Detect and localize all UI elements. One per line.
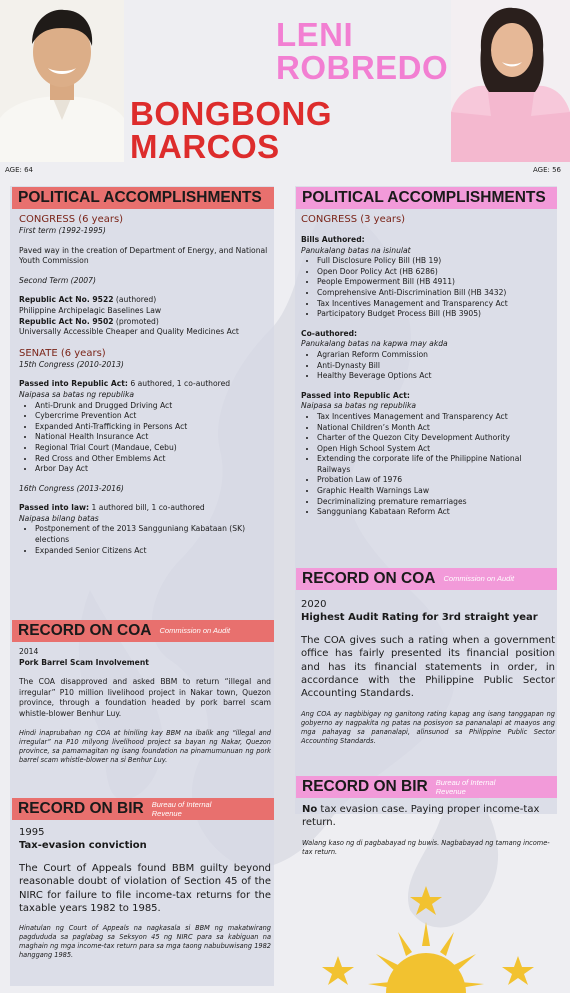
robredo-coa-header (296, 568, 557, 590)
marcos-name-line2: MARCOS (130, 128, 280, 165)
robredo-photo (451, 0, 570, 162)
marcos-coa-title: RECORD ON COA (18, 622, 152, 639)
star-icon (410, 886, 442, 915)
robredo-bir-text-rest: tax evasion case. Paying proper income-tax return. (302, 804, 540, 829)
list-item: • National Children’s Month Act (317, 423, 555, 434)
marcos-bir-title: RECORD ON BIR (18, 800, 144, 817)
marcos-coa-year: 2014 (19, 647, 39, 656)
marcos-name-line1: BONGBONG (130, 95, 332, 132)
marcos-ra9522-rest: (authored) (113, 295, 157, 305)
marcos-coa-title-text: Pork Barrel Scam Involvement (19, 657, 149, 667)
marcos-age: AGE: 64 (5, 166, 34, 174)
marcos-passed-ra (19, 379, 271, 390)
list-item: • Healthy Beverage Options Act (317, 371, 555, 382)
marcos-first-term-text: Paved way in the creation of Department of Energy, and National Youth Commission (19, 245, 268, 266)
list-item: • Open High School System Act (317, 444, 555, 455)
star-icon (322, 956, 354, 985)
robredo-bir-title: RECORD ON BIR (302, 778, 428, 795)
robredo-coauth-heading: Co-authored: (301, 328, 358, 338)
robredo-coauth-tagalog: Panukalang batas na kapwa may akda (301, 339, 448, 349)
marcos-coa-header (12, 620, 274, 642)
robredo-passed-list (301, 412, 555, 518)
marcos-ra9502-bold: Republic Act No. 9502 (19, 316, 114, 326)
marcos-passed-law-bold: Passed into law: (19, 503, 90, 513)
robredo-political-header: POLITICAL ACCOMPLISHMENTS (296, 187, 557, 209)
list-item: • Graphic Health Warnings Law (317, 486, 555, 497)
list-item: • Expanded Senior Citizens Act (35, 546, 271, 557)
marcos-16th-congress: 16th Congress (2013-2016) (19, 483, 124, 493)
robredo-bir-subtitle: Bureau of Internal Revenue (435, 777, 496, 796)
list-item: • Red Cross and Other Emblems Act (35, 454, 271, 465)
marcos-ra9502-desc: Universally Accessible Cheaper and Quality Medicines Act (19, 327, 239, 337)
list-item: • Postponement of the 2013 Sangguniang Kabataan (SK) elections (35, 524, 271, 545)
robredo-age: AGE: 56 (533, 166, 562, 174)
robredo-coa-tagalog: Ang COA ay nagbibigay ng ganitong rating kapag ang isang tanggapan ng gobyerno ay nagpakita ng patas na posisyon sa pananalapi at maayos ang mga pahayag sa pananalapi, alinsunod sa Philippine Public Sector Accounting Standards. (301, 709, 555, 745)
marcos-ra9502-rest: (promoted) (113, 316, 159, 326)
robredo-bir-text-bold: No (302, 804, 318, 815)
robredo-congress-heading: CONGRESS (3 years) (301, 214, 406, 225)
list-item: • Agrarian Reform Commission (317, 350, 555, 361)
robredo-political-section (301, 213, 555, 518)
marcos-bir-tagalog: Hinatulan ng Court of Appeals na nagkasala si BBM ng makatwirang pagdududa sa paglabag sa Seksyon 45 ng NIRC para sa kabiguan na maghain ng mga income-tax return para sa mga taong nabubuwisang 1982 hanggang 1985. (19, 924, 271, 960)
robredo-bir-tagalog: Walang kaso ng di pagbabayad ng buwis. Nagbabayad ng tamang income-tax return. (302, 838, 550, 856)
robredo-coa-subtitle: Commission on Audit (443, 574, 515, 584)
list-item: • Tax Incentives Management and Transparency Act (317, 299, 555, 310)
marcos-name (130, 97, 332, 163)
marcos-coa-section (19, 647, 271, 765)
marcos-bir-subtitle: Bureau of Internal Revenue (151, 799, 212, 818)
list-item: • Sangguniang Kabataan Reform Act (317, 507, 555, 518)
marcos-coa-tagalog: Hindi inaprubahan ng COA at hiniling kay BBM na ibalik ang “illegal and irregular” na P10 milyong livelihood project sa bayan ng Nakar, Quezon province, sa pamamagitan ng isang foundation na pinamumunuan ng pork barrel scam whistle-blower na si Benhur Luy. (19, 728, 271, 764)
robredo-coa-year: 2020 (301, 599, 327, 610)
list-item: • Regional Trial Court (Mandaue, Cebu) (35, 443, 271, 454)
marcos-ra9522-desc: Philippine Archipelagic Baselines Law (19, 305, 162, 315)
marcos-law-list (19, 524, 271, 556)
list-item: • Expanded Anti-Trafficking in Persons Act (35, 422, 271, 433)
marcos-political-header: POLITICAL ACCOMPLISHMENTS (12, 187, 274, 209)
list-item: • Extending the corporate life of the Philippine National Railways (317, 454, 555, 475)
marcos-coa-subtitle: Commission on Audit (159, 626, 231, 636)
star-icon (502, 956, 534, 985)
list-item: • Full Disclosure Policy Bill (HB 19) (317, 256, 555, 267)
marcos-congress-heading: CONGRESS (6 years) (19, 214, 124, 225)
marcos-photo (0, 0, 124, 162)
list-item: • Cybercrime Prevention Act (35, 411, 271, 422)
marcos-passed-law (19, 503, 271, 514)
marcos-bir-title-text: Tax-evasion conviction (19, 840, 147, 852)
robredo-passed-heading: Passed into Republic Act: (301, 390, 410, 400)
sun-icon (386, 953, 466, 993)
marcos-ra9522-bold: Republic Act No. 9522 (19, 295, 114, 305)
marcos-second-term: Second Term (2007) (19, 275, 96, 285)
robredo-coa-text: The COA gives such a rating when a government office has fairly presented its financial position and has its financial statements in order, in accordance with the Philippine Public Sector Accounting Standards. (301, 634, 555, 700)
robredo-coa-section (301, 598, 555, 746)
list-item: • Probation Law of 1976 (317, 475, 555, 486)
list-item: • Anti-Drunk and Drugged Driving Act (35, 401, 271, 412)
marcos-passed-law-rest: 1 authored bill, 1 co-authored (89, 503, 205, 513)
robredo-coa-title-text: Highest Audit Rating for 3rd straight year (301, 612, 538, 624)
list-item: • Decriminalizing premature remarriages (317, 497, 555, 508)
robredo-bills-list (301, 256, 555, 320)
list-item: • Arbor Day Act (35, 464, 271, 475)
marcos-first-term: First term (1992-1995) (19, 226, 106, 235)
list-item: • Participatory Budget Process Bill (HB 3905) (317, 309, 555, 320)
robredo-passed-tagalog: Naipasa sa batas ng republika (301, 401, 417, 411)
marcos-bir-section (19, 826, 271, 960)
robredo-name (276, 18, 448, 84)
marcos-political-section (19, 213, 271, 556)
marcos-passed-ra-bold: Passed into Republic Act: (19, 379, 128, 389)
list-item: • Charter of the Quezon City Development Authority (317, 433, 555, 444)
robredo-name-line1: LENI (276, 16, 354, 53)
robredo-name-line2: ROBREDO (276, 49, 449, 86)
marcos-passed-ra-tagalog: Naipasa sa batas ng republika (19, 389, 135, 399)
marcos-senate-heading: SENATE (6 years) (19, 347, 106, 359)
robredo-bir-header (296, 776, 557, 798)
list-item: • People Empowerment Bill (HB 4911) (317, 277, 555, 288)
robredo-coa-title: RECORD ON COA (302, 570, 436, 587)
robredo-coauth-list (301, 350, 555, 382)
robredo-bir-text (302, 803, 554, 830)
sun-and-stars-emblem (316, 884, 556, 993)
marcos-bir-header (12, 798, 274, 820)
robredo-bills-heading: Bills Authored: (301, 235, 365, 244)
marcos-ra9502 (19, 317, 271, 328)
list-item: • Comprehensive Anti-Discrimination Bill (HB 3432) (317, 288, 555, 299)
marcos-passed-ra-rest: 6 authored, 1 co-authored (127, 379, 231, 389)
marcos-15th-congress: 15th Congress (2010-2013) (19, 359, 124, 369)
marcos-bir-text: The Court of Appeals found BBM guilty beyond reasonable doubt of violation of Section 45 of the NIRC for failure to file income-tax returns for the taxable years 1982 to 1985. (19, 862, 271, 915)
list-item: • National Health Insurance Act (35, 432, 271, 443)
marcos-passed-law-tagalog: Naipasa bilang batas (19, 513, 99, 523)
robredo-bir-section (302, 803, 554, 857)
marcos-bir-year: 1995 (19, 827, 45, 838)
list-item: • Tax Incentives Management and Transparency Act (317, 412, 555, 423)
marcos-ra-list (19, 401, 271, 475)
robredo-bills-tagalog: Panukalang batas na isinulat (301, 245, 411, 255)
marcos-ra9522 (19, 295, 271, 306)
list-item: • Anti-Dynasty Bill (317, 361, 555, 372)
list-item: • Open Door Policy Act (HB 6286) (317, 267, 555, 278)
marcos-coa-text: The COA disapproved and asked BBM to return “illegal and irregular” P10 million livelihood project in Nakar town, Quezon province, through a foundation headed by pork barrel scam whistle-blower Benhur Luy. (19, 677, 271, 718)
